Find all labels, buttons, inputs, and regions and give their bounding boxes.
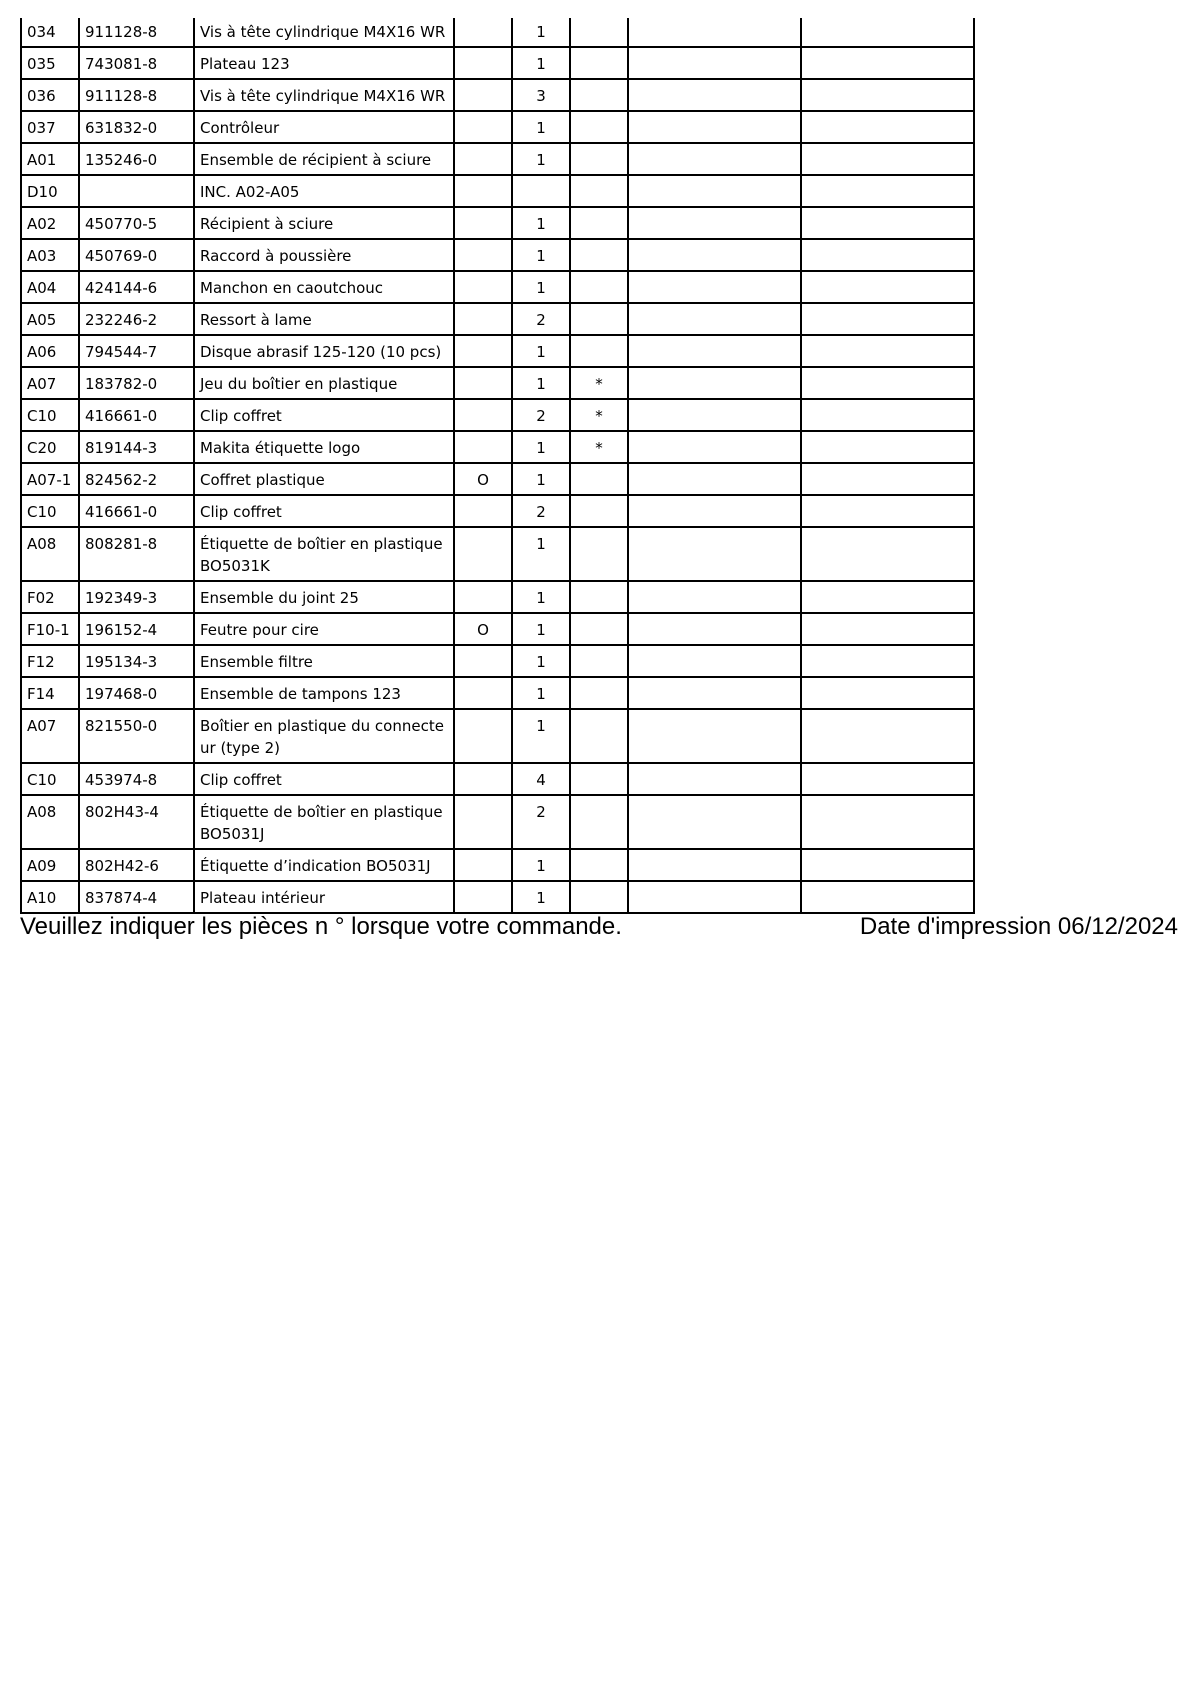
empty-cell [801,207,974,239]
table-row [21,463,974,495]
empty-cell [628,763,801,795]
parts-table-body [21,18,974,913]
empty-cell [801,463,974,495]
empty-cell [628,495,801,527]
note-cell [570,111,628,143]
part-number-cell: 821550-0 [79,709,194,763]
empty-cell [801,79,974,111]
quantity-cell: 2 [512,399,570,431]
item-number-cell: A09 [21,849,79,881]
quantity-cell: 1 [512,239,570,271]
quantity-cell: 1 [512,709,570,763]
quantity-cell: 1 [512,271,570,303]
note-cell [570,645,628,677]
empty-cell [628,527,801,581]
empty-cell [801,849,974,881]
table-row [21,881,974,913]
part-number-cell: 808281-8 [79,527,194,581]
option-cell [454,18,512,47]
description-cell: Vis à tête cylindrique M4X16 WR [194,18,454,47]
description-cell: Coffret plastique [194,463,454,495]
option-cell: O [454,613,512,645]
empty-cell [628,111,801,143]
empty-cell [628,175,801,207]
empty-cell [801,111,974,143]
item-number-cell: F02 [21,581,79,613]
item-number-cell: 035 [21,47,79,79]
description-cell: Feutre pour cire [194,613,454,645]
note-cell [570,581,628,613]
option-cell [454,677,512,709]
note-cell [570,677,628,709]
description-cell: INC. A02-A05 [194,175,454,207]
option-cell [454,645,512,677]
table-row [21,239,974,271]
note-cell [570,763,628,795]
note-cell [570,881,628,913]
option-cell [454,709,512,763]
empty-cell [801,175,974,207]
option-cell [454,399,512,431]
empty-cell [628,581,801,613]
part-number-cell: 824562-2 [79,463,194,495]
item-number-cell: A07-1 [21,463,79,495]
option-cell [454,239,512,271]
table-row [21,143,974,175]
empty-cell [628,463,801,495]
item-number-cell: A07 [21,709,79,763]
description-cell: Ensemble de récipient à sciure [194,143,454,175]
note-cell: * [570,431,628,463]
table-row [21,79,974,111]
item-number-cell: A03 [21,239,79,271]
part-number-cell: 802H43-4 [79,795,194,849]
note-cell [570,795,628,849]
part-number-cell: 183782-0 [79,367,194,399]
option-cell [454,527,512,581]
quantity-cell: 1 [512,527,570,581]
description-cell: Vis à tête cylindrique M4X16 WR [194,79,454,111]
empty-cell [628,795,801,849]
empty-cell [628,18,801,47]
empty-cell [801,795,974,849]
parts-table [20,18,975,914]
part-number-cell: 631832-0 [79,111,194,143]
note-cell [570,143,628,175]
option-cell [454,207,512,239]
table-row [21,431,974,463]
note-cell [570,239,628,271]
note-cell [570,709,628,763]
quantity-cell: 1 [512,143,570,175]
table-row [21,677,974,709]
item-number-cell: C10 [21,763,79,795]
part-number-cell: 192349-3 [79,581,194,613]
description-cell: Makita étiquette logo [194,431,454,463]
empty-cell [801,613,974,645]
part-number-cell: 416661-0 [79,399,194,431]
item-number-cell: A02 [21,207,79,239]
note-cell [570,495,628,527]
table-row [21,527,974,581]
item-number-cell: C20 [21,431,79,463]
description-cell: Plateau intérieur [194,881,454,913]
empty-cell [801,881,974,913]
item-number-cell: F14 [21,677,79,709]
note-cell [570,79,628,111]
empty-cell [628,881,801,913]
note-cell [570,47,628,79]
option-cell [454,431,512,463]
note-cell [570,303,628,335]
table-row [21,207,974,239]
note-cell [570,18,628,47]
empty-cell [801,143,974,175]
item-number-cell: A06 [21,335,79,367]
note-cell [570,175,628,207]
part-number-cell: 819144-3 [79,431,194,463]
description-cell: Ensemble de tampons 123 [194,677,454,709]
empty-cell [801,367,974,399]
item-number-cell: C10 [21,399,79,431]
note-cell [570,463,628,495]
option-cell [454,367,512,399]
option-cell [454,849,512,881]
item-number-cell: A05 [21,303,79,335]
item-number-cell: A04 [21,271,79,303]
option-cell [454,175,512,207]
empty-cell [801,47,974,79]
empty-cell [801,271,974,303]
empty-cell [801,431,974,463]
empty-cell [801,18,974,47]
empty-cell [628,367,801,399]
table-row [21,303,974,335]
option-cell [454,143,512,175]
empty-cell [801,303,974,335]
part-number-cell: 195134-3 [79,645,194,677]
option-cell [454,303,512,335]
option-cell [454,495,512,527]
part-number-cell: 794544-7 [79,335,194,367]
item-number-cell: A01 [21,143,79,175]
empty-cell [801,645,974,677]
empty-cell [801,709,974,763]
description-cell: Contrôleur [194,111,454,143]
item-number-cell: 037 [21,111,79,143]
empty-cell [628,431,801,463]
option-cell [454,881,512,913]
item-number-cell: F12 [21,645,79,677]
description-cell: Ensemble du joint 25 [194,581,454,613]
quantity-cell: 3 [512,79,570,111]
item-number-cell: F10-1 [21,613,79,645]
table-row [21,399,974,431]
part-number-cell: 196152-4 [79,613,194,645]
print-date: Date d'impression 06/12/2024 [859,913,1178,940]
empty-cell [628,271,801,303]
option-cell [454,47,512,79]
empty-cell [628,645,801,677]
option-cell [454,271,512,303]
item-number-cell: A07 [21,367,79,399]
item-number-cell: A10 [21,881,79,913]
part-number-cell: 911128-8 [79,18,194,47]
description-cell: Raccord à poussière [194,239,454,271]
part-number-cell: 802H42-6 [79,849,194,881]
description-cell: Étiquette d’indication BO5031J [194,849,454,881]
empty-cell [628,207,801,239]
table-row [21,581,974,613]
empty-cell [801,495,974,527]
note-cell [570,207,628,239]
table-row [21,47,974,79]
table-row [21,175,974,207]
part-number-cell: 837874-4 [79,881,194,913]
table-row [21,613,974,645]
empty-cell [801,527,974,581]
item-number-cell: A08 [21,527,79,581]
empty-cell [801,239,974,271]
note-cell: * [570,367,628,399]
empty-cell [628,143,801,175]
item-number-cell: 034 [21,18,79,47]
empty-cell [801,399,974,431]
description-cell: Jeu du boîtier en plastique [194,367,454,399]
option-cell [454,79,512,111]
note-cell [570,335,628,367]
quantity-cell: 2 [512,303,570,335]
empty-cell [628,399,801,431]
empty-cell [628,47,801,79]
table-row [21,111,974,143]
part-number-cell: 232246-2 [79,303,194,335]
table-row [21,763,974,795]
part-number-cell: 424144-6 [79,271,194,303]
description-cell: Clip coffret [194,399,454,431]
table-row [21,335,974,367]
description-cell: Boîtier en plastique du connecte ur (type 2) [194,709,454,763]
empty-cell [801,581,974,613]
description-cell: Plateau 123 [194,47,454,79]
table-row [21,367,974,399]
quantity-cell: 1 [512,677,570,709]
quantity-cell: 1 [512,463,570,495]
description-cell: Ensemble filtre [194,645,454,677]
description-cell: Manchon en caoutchouc [194,271,454,303]
note-cell [570,849,628,881]
description-cell: Disque abrasif 125-120 (10 pcs) [194,335,454,367]
part-number-cell: 450769-0 [79,239,194,271]
empty-cell [801,677,974,709]
table-row [21,849,974,881]
option-cell: O [454,463,512,495]
part-number-cell: 416661-0 [79,495,194,527]
part-number-cell: 911128-8 [79,79,194,111]
table-row [21,645,974,677]
note-cell [570,613,628,645]
quantity-cell: 1 [512,613,570,645]
quantity-cell: 4 [512,763,570,795]
quantity-cell: 1 [512,849,570,881]
note-cell [570,527,628,581]
order-instruction-note: Veuillez indiquer les pièces n ° lorsque votre commande. [20,913,622,940]
note-cell [570,271,628,303]
part-number-cell: 197468-0 [79,677,194,709]
quantity-cell: 1 [512,367,570,399]
item-number-cell: D10 [21,175,79,207]
option-cell [454,763,512,795]
part-number-cell: 743081-8 [79,47,194,79]
description-cell: Étiquette de boîtier en plastique BO5031J [194,795,454,849]
quantity-cell: 1 [512,111,570,143]
quantity-cell: 1 [512,645,570,677]
quantity-cell: 1 [512,881,570,913]
option-cell [454,795,512,849]
part-number-cell: 450770-5 [79,207,194,239]
empty-cell [628,677,801,709]
description-cell: Ressort à lame [194,303,454,335]
description-cell: Clip coffret [194,495,454,527]
quantity-cell: 1 [512,335,570,367]
empty-cell [628,709,801,763]
quantity-cell: 2 [512,495,570,527]
option-cell [454,581,512,613]
empty-cell [628,303,801,335]
quantity-cell: 1 [512,207,570,239]
empty-cell [801,763,974,795]
quantity-cell: 1 [512,581,570,613]
item-number-cell: A08 [21,795,79,849]
table-row [21,18,974,47]
description-cell: Étiquette de boîtier en plastique BO5031K [194,527,454,581]
part-number-cell [79,175,194,207]
empty-cell [628,79,801,111]
empty-cell [628,335,801,367]
table-row [21,495,974,527]
table-row [21,709,974,763]
empty-cell [628,239,801,271]
note-cell: * [570,399,628,431]
part-number-cell: 135246-0 [79,143,194,175]
empty-cell [801,335,974,367]
description-cell: Récipient à sciure [194,207,454,239]
option-cell [454,335,512,367]
quantity-cell: 1 [512,47,570,79]
empty-cell [628,849,801,881]
quantity-cell [512,175,570,207]
item-number-cell: 036 [21,79,79,111]
quantity-cell: 1 [512,431,570,463]
table-row [21,795,974,849]
table-row [21,271,974,303]
quantity-cell: 1 [512,18,570,47]
item-number-cell: C10 [21,495,79,527]
part-number-cell: 453974-8 [79,763,194,795]
quantity-cell: 2 [512,795,570,849]
description-cell: Clip coffret [194,763,454,795]
empty-cell [628,613,801,645]
option-cell [454,111,512,143]
